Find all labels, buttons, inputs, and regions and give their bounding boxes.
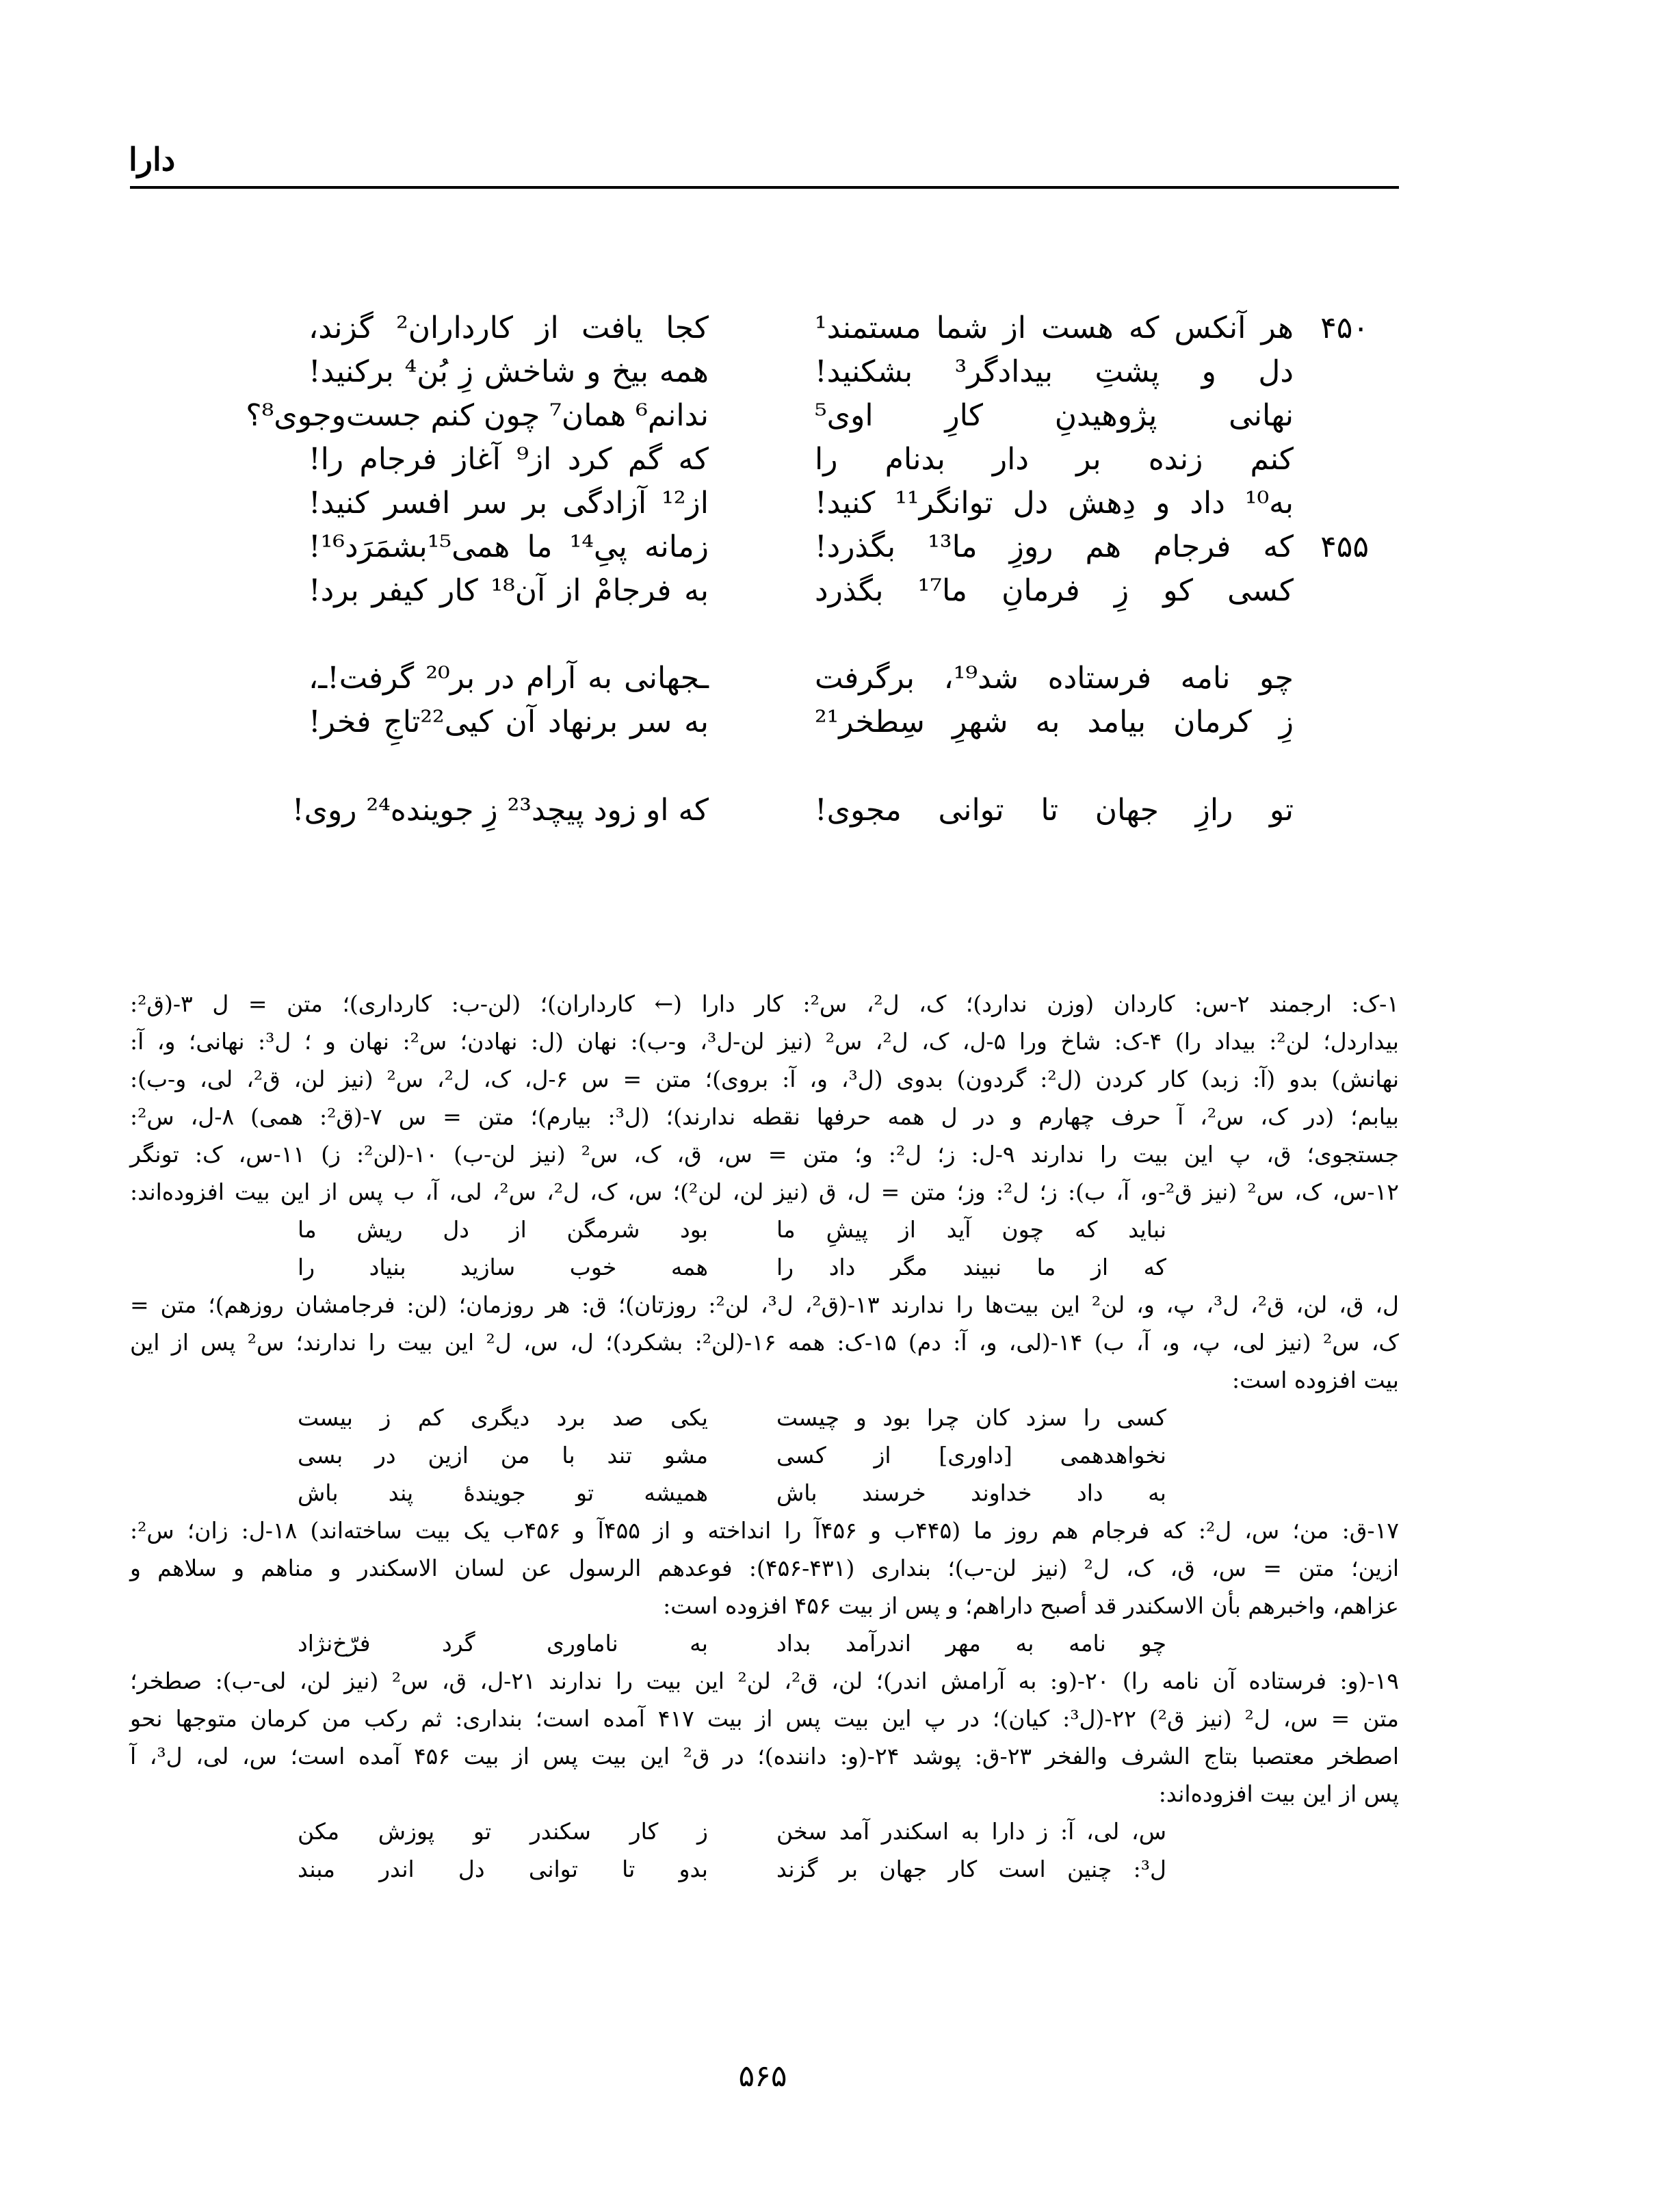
footnote-hemistich-first: نخواهدهمی [داوری] از کسی xyxy=(776,1442,1166,1469)
footnote-line: جستجوی؛ ق، پ این بیت را ندارند ۹-ل: ز؛ ل²: و؛ متن = س، ق، ک، س² (نیز لن-ب) ۱۰-(لن²: ز) ۱۱-س، ک: تونگر xyxy=(130,1141,1399,1168)
verse-row xyxy=(0,789,1663,832)
footnote-hemistich-second: همیشه تو جویندهٔ پند باش xyxy=(298,1479,708,1506)
footnote-line: ل، ق، لن، ق²، ل³، پ، و، لن² این بیت‌ها را ندارند ۱۳-(ق²، ل³، لن²: روزتان)؛ ق: هر روزمان؛ (لن: فرجامشان روزهم)؛ متن = xyxy=(130,1291,1399,1318)
hemistich-first: هر آنکس که هست از شما مستمند¹ xyxy=(815,311,1294,345)
verse-number: ۴۵۰ xyxy=(1320,311,1369,345)
verse-row xyxy=(0,350,1663,394)
header-rule xyxy=(130,186,1399,189)
footnote-hemistich-first: ل³: چنین است کار جهان بر گزند xyxy=(776,1856,1166,1882)
footnote-verse xyxy=(130,1436,1399,1474)
footnote-line: بیت افزوده است: xyxy=(1232,1367,1399,1393)
footnote-hemistich-first: به داد خداوند خرسند باش xyxy=(776,1479,1166,1506)
footnote-verse xyxy=(130,1399,1399,1436)
footnote-line: بیابم؛ (در ک، س²، آ حرف چهارم و در ل همه حرفها نقطه ندارند)؛ (ل³: بیارم)؛ متن = س ۷-(ق²: همی) ۸-ل، س²: xyxy=(130,1103,1399,1130)
hemistich-second: که او زود پیچد²³ زِ جوینده²⁴ روی! xyxy=(291,793,709,828)
hemistich-first: زِ کرمان بیامد به شهرِ سِطخر²¹ xyxy=(815,705,1294,739)
footnote-line: متن = س، ل² (نیز ق²) ۲۲-(ل³: کیان)؛ در پ این بیت پس از بیت ۴۱۷ آمده است؛ بنداری: ثم رکب من کرمان متوجها نحو xyxy=(130,1705,1399,1732)
footnote-line: ۱۲-س، ک، س² (نیز ق²-و، آ، ب): ز؛ ل²: وز؛ متن = ل، ق (نیز لن، لن²)؛ س، ک، ل²، س²، لی، آ، ب پس از این بیت افزوده‌اند: xyxy=(130,1179,1400,1205)
hemistich-second: به فرجامْ از آن¹⁸ کار کیفر برد! xyxy=(309,573,709,608)
verse-number: ۴۵۵ xyxy=(1320,529,1369,564)
verse-row xyxy=(0,657,1663,700)
footnote-hemistich-second: یکی صد برد دیگری کم ز بیست xyxy=(298,1404,708,1431)
hemistich-first: که فرجام هم روزِ ما¹³ بگذرد! xyxy=(815,529,1294,564)
hemistich-first: کسی کو زِ فرمانِ ما¹⁷ بگذرد xyxy=(815,573,1294,608)
hemistich-first: تو رازِ جهان تا توانی مجوی! xyxy=(815,793,1294,828)
footnote-line: عزاهم، واخبرهم بأن الاسکندر قد أصبح داراهم؛ و پس از بیت ۴۵۶ افزوده است: xyxy=(663,1592,1399,1619)
hemistich-first: دل و پشتِ بیدادگر³ بشکنید! xyxy=(815,354,1294,389)
footnote-hemistich-second: همه خوب سازید بنیاد را xyxy=(298,1254,708,1280)
hemistich-second: که گم کرد از⁹ آغاز فرجام را! xyxy=(309,442,709,477)
footnote-line: پس از این بیت افزوده‌اند: xyxy=(1158,1780,1399,1807)
footnote-line: ک، س² (نیز لی، پ، و، آ، ب) ۱۴-(لی، و، آ: دم) ۱۵-ک: همه ۱۶-(لن²: بشکرد)؛ ل، س، ل² این بیت را ندارند؛ س² پس از این xyxy=(130,1329,1399,1356)
footnote-verse xyxy=(130,1474,1399,1512)
page-number: ۵۶۵ xyxy=(738,2059,787,2094)
verse-row xyxy=(0,569,1663,613)
hemistich-first: نهانی پژوهیدنِ کارِ اوی⁵ xyxy=(815,398,1294,433)
footnote-hemistich-first: کسی را سزد کان چرا بود و چیست xyxy=(776,1404,1166,1431)
hemistich-second: ندانم⁶ همان⁷ چون کنم جست‌وجوی⁸؟ xyxy=(246,398,709,433)
footnote-hemistich-second: بود شرمگن از دل ریش ما xyxy=(298,1216,708,1243)
verse-row xyxy=(0,438,1663,482)
verse-row xyxy=(0,700,1663,744)
footnotes xyxy=(130,985,1399,1888)
footnote-line: اصطخر معتصبا بتاج الشرف والفخر ۲۳-ق: پوشد ۲۴-(و: داننده)؛ در ق² این بیت پس از بیت ۴۵۶ آمده است؛ س، لی، ل³، آ xyxy=(130,1743,1400,1769)
footnote-hemistich-second: به ناماوری گرد فرّخ‌نژاد xyxy=(298,1630,708,1657)
verse-row xyxy=(0,306,1663,350)
footnote-verse xyxy=(130,1813,1399,1850)
hemistich-first: به¹⁰ داد و دِهش دل توانگر¹¹ کنید! xyxy=(815,486,1294,521)
footnote-hemistich-second: مشو تند با من ازین در بسی xyxy=(298,1442,708,1469)
footnote-line: ۱۹-(و: فرستاده آن نامه را) ۲۰-(و: به آرامش اندر)؛ لن، ق²، لن² این بیت را ندارند ۲۱-ل، ق، س² (نیز لن، لی-ب): صطخر؛ xyxy=(130,1668,1399,1694)
hemistich-second: به سر برنهاد آن کیی²²تاجِ فخر! xyxy=(309,705,709,739)
footnote-verse xyxy=(130,1850,1399,1888)
footnote-line: بیداردل؛ لن²: بیداد را) ۴-ک: شاخ ورا ۵-ل، ک، ل²، س² (نیز لن-ل³، و-ب): نهان (ل: نهادن؛ س²: نهان و ؛ ل³: نهانی؛ و، آ: xyxy=(130,1028,1399,1055)
hemistich-second: از¹² آزادگی بر سر افسر کنید! xyxy=(309,486,709,521)
footnote-line: ۱-ک: ارجمند ۲-س: کاردان (وزن ندارد)؛ ک، ل²، س²: کار دارا (← کارداران)؛ (لن-ب: کارداری)؛ متن = ل ۳-(ق²: xyxy=(130,990,1399,1017)
footnote-verse xyxy=(130,1624,1399,1662)
footnote-line: ۱۷-ق: من؛ س، ل²: که فرجام هم روز ما (۴۴۵ب و ۴۵۶آ را انداخته و از ۴۵۵آ و ۴۵۶ب یک بیت ساخته‌اند) ۱۸-ل: زان؛ س²: xyxy=(130,1517,1400,1544)
verse-row xyxy=(0,525,1663,569)
footnote-line: نهانش) بدو (آ: زبد) کار کردن (ل²: گردون) بدوی (ل³، و، آ: بروی)؛ متن = س ۶-ل، ک، ل²، س² (نیز لن، ق²، لی، و-ب): xyxy=(130,1066,1400,1092)
footnote-hemistich-first: چو نامه به مهر اندرآمد بداد xyxy=(776,1630,1166,1657)
verse-row xyxy=(0,394,1663,438)
footnote-line: ازین؛ متن = س، ق، ک، ل² (نیز لن-ب)؛ بنداری (۴۳۱-۴۵۶): فوعدهم الرسول عن لسان الاسکندر و مناهم و سلاهم و xyxy=(130,1555,1399,1581)
hemistich-first: چو نامه فرستاده شد¹⁹، برگرفت xyxy=(815,661,1294,696)
footnote-verse xyxy=(130,1211,1399,1248)
running-header-title: دارا xyxy=(129,141,176,178)
footnote-hemistich-first: س، لی، آ: ز دارا به اسکندر آمد سخن xyxy=(776,1818,1166,1845)
footnote-verse xyxy=(130,1248,1399,1286)
footnote-hemistich-first: نباید که چون آید از پیشِ ما xyxy=(776,1216,1166,1243)
hemistich-second: همه بیخ و شاخش زِ بُن⁴ برکنید! xyxy=(309,354,709,389)
hemistich-second: کجا یافت از کارداران² گزند، xyxy=(309,311,709,345)
verse-row xyxy=(0,482,1663,525)
footnote-hemistich-second: ز کار سکندر تو پوزش مکن xyxy=(298,1818,708,1845)
hemistich-second: ـجهانی به آرام در بر²⁰ گرفت!ـ، xyxy=(309,661,709,696)
hemistich-first: کنم زنده بر دار بدنام را xyxy=(815,442,1294,477)
footnote-hemistich-first: که از ما نبیند مگر داد را xyxy=(776,1254,1166,1280)
footnote-hemistich-second: بدو تا توانی دل اندر مبند xyxy=(298,1856,708,1882)
hemistich-second: زمانه پیِ¹⁴ ما همی¹⁵بشمَرَد¹⁶! xyxy=(309,529,709,564)
